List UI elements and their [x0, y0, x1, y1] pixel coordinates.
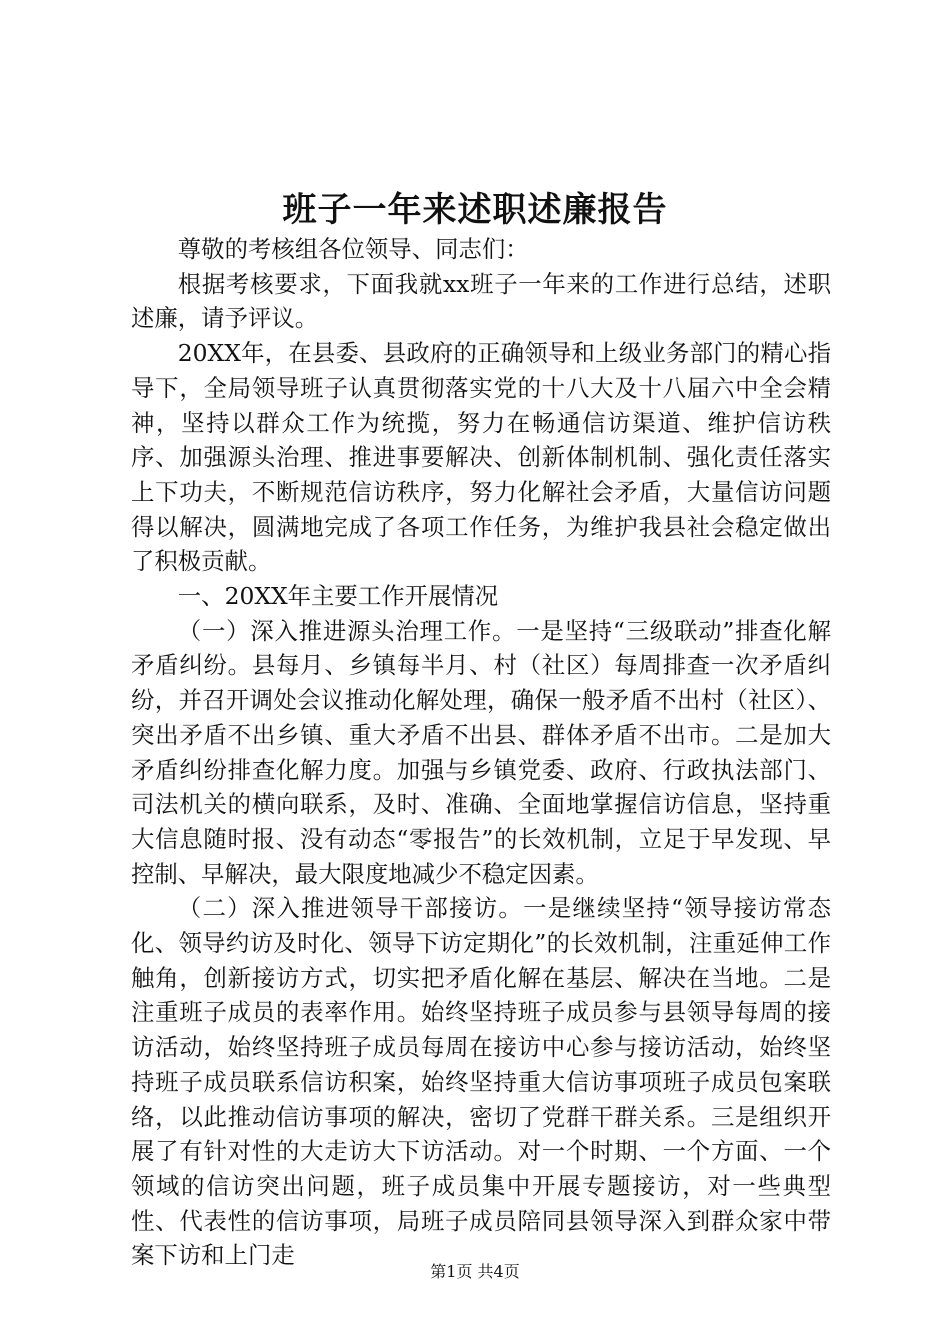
section-heading: 一、20XX年主要工作开展情况 — [177, 582, 499, 611]
paragraph-salutation: 尊敬的考核组各位领导、同志们： — [177, 235, 529, 263]
paragraph-overview: 20XX年，在县委、县政府的正确领导和上级业务部门的精心指导下，全局领导班子认真贯彻落实党的十八大及十八届六中全会精神，坚持以群众工作为统揽，努力在畅通信访渠道、维护信访秩序、加强源头治理、推进事要解决、创新体制机制、强化责任落实上下功夫，不断规范信访秩序，努力化解社会矛盾，大量信访问题得以解决，圆满地完成了各项工作任务，为维护我县社会稳定做出了积极贡献。 — [131, 339, 831, 576]
paragraph-intro: 根据考核要求，下面我就xx班子一年来的工作进行总结，述职述廉，请予评议。 — [131, 269, 831, 333]
document-title: 班子一年来述职述廉报告 — [282, 190, 668, 230]
document-body — [131, 232, 831, 1273]
paragraph-source-governance: （一）深入推进源头治理工作。一是坚持“三级联动”排查化解矛盾纠纷。县每月、乡镇每半月、村（社区）每周排查一次矛盾纠纷，并召开调处会议推动化解处理，确保一般矛盾不出村（社区）、突出矛盾不出乡镇、重大矛盾不出县、群体矛盾不出市。二是加大矛盾纠纷排查化解力度。加强与乡镇党委、政府、行政执法部门、司法机关的横向联系，及时、准确、全面地掌握信访信息，坚持重大信息随时报、没有动态“零报告”的长效机制，立足于早发现、早控制、早解决，最大限度地减少不稳定因素。 — [131, 616, 831, 888]
page-number-footer: 第1页 共4页 — [430, 1262, 520, 1281]
paragraph-leader-reception: （二）深入推进领导干部接访。一是继续坚持“领导接访常态化、领导约访及时化、领导下访定期化”的长效机制，注重延伸工作触角，创新接访方式，切实把矛盾化解在基层、解决在当地。二是注重班子成员的表率作用。始终坚持班子成员参与县领导每周的接访活动，始终坚持班子成员每周在接访中心参与接访活动，始终坚持班子成员联系信访积案，始终坚持重大信访事项班子成员包案联络，以此推动信访事项的解决，密切了党群干群关系。三是组织开展了有针对性的大走访大下访活动。对一个时期、一个方面、一个领域的信访突出问题，班子成员集中开展专题接访，对一些典型性、代表性的信访事项，局班子成员陪同县领导深入到群众家中带案下访和上门走 — [131, 894, 831, 1270]
